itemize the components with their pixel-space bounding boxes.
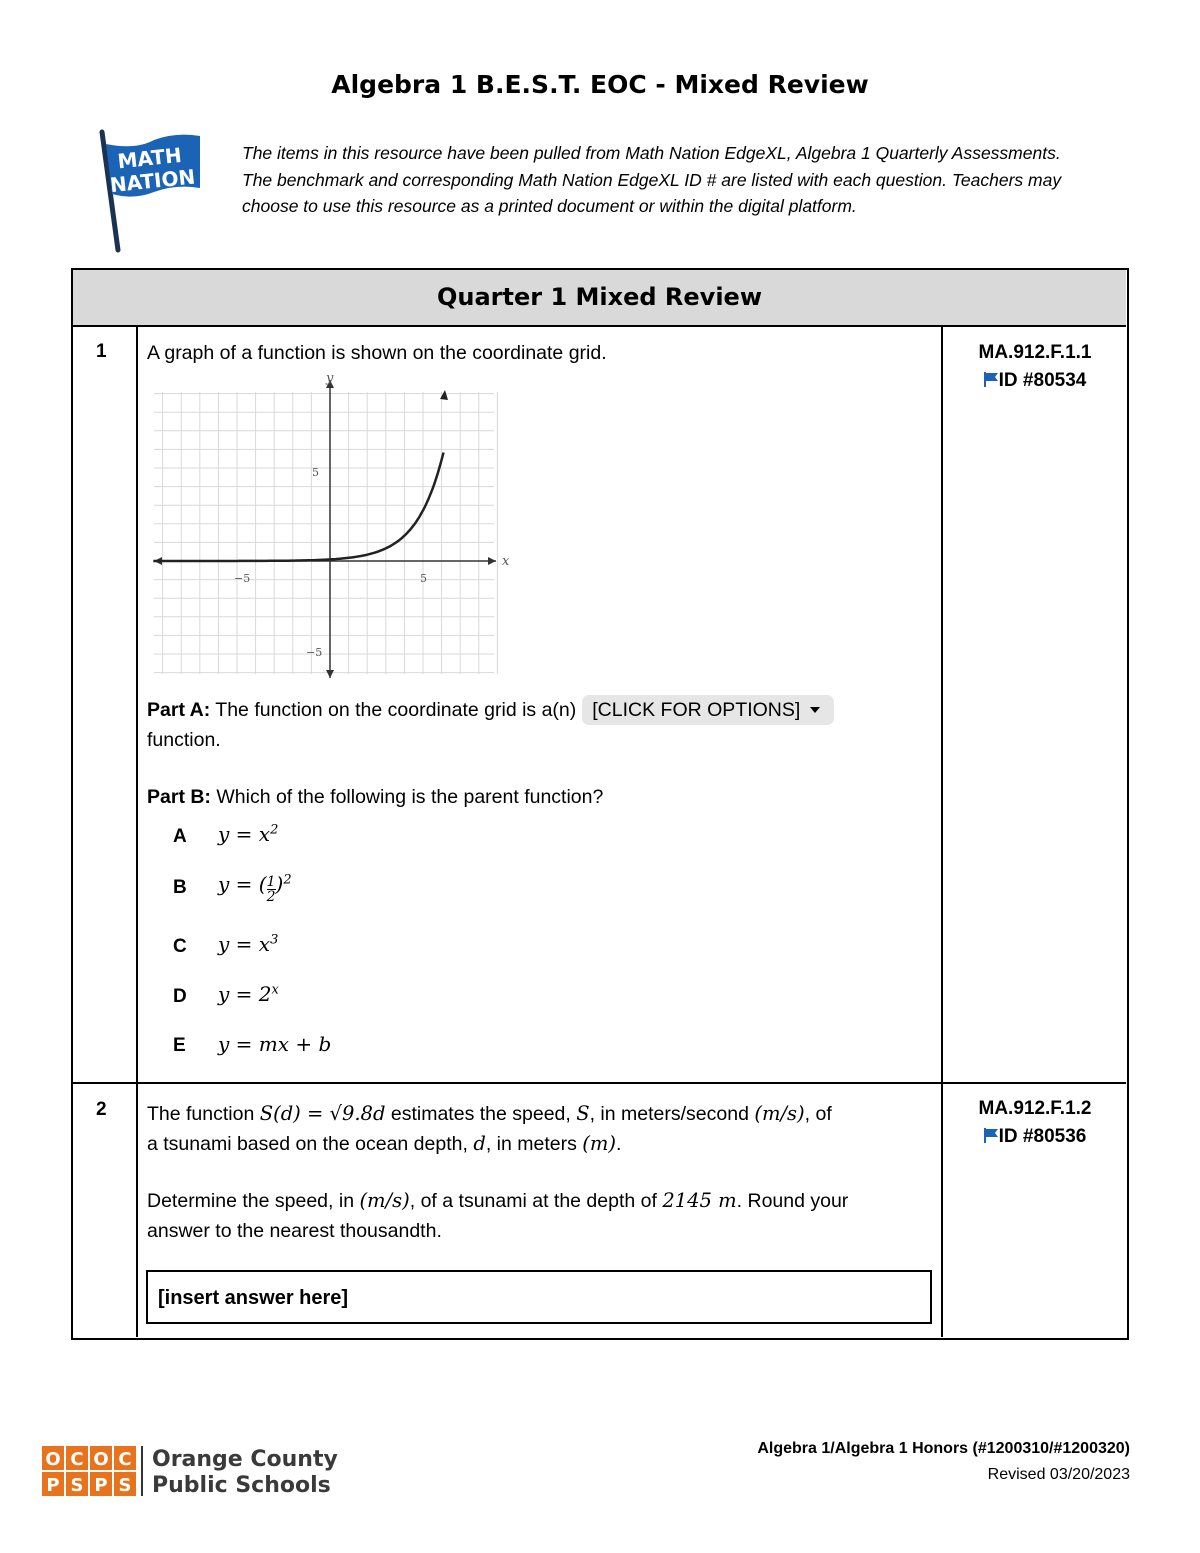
tick-label: 5: [312, 466, 319, 479]
course-label: Algebra 1/Algebra 1 Honors (#1200310/#1200320): [757, 1440, 1130, 1457]
y-axis-label: y: [326, 371, 334, 386]
option-expression: y = mx + b: [218, 1032, 332, 1056]
question-prompt: A graph of a function is shown on the coordinate grid.: [147, 342, 607, 364]
answer-option[interactable]: C: [173, 936, 187, 957]
flag-icon: [984, 372, 998, 387]
ocps-logo: [40, 1444, 340, 1498]
question-number: 2: [96, 1099, 107, 1120]
logo-letter: O: [93, 1449, 109, 1470]
flag-icon: [984, 1128, 998, 1143]
svg-text:NATION: NATION: [108, 164, 197, 198]
logo-letter: P: [46, 1475, 60, 1496]
coordinate-graph: [148, 368, 524, 680]
revised-date: Revised 03/20/2023: [987, 1466, 1130, 1483]
option-expression: y = ( $\frac{1}{2}$ )$^2$: [218, 872, 292, 905]
part-a: Part A: The function on the coordinate grid is a(n) [CLICK FOR OPTIONS] function.: [147, 695, 834, 755]
logo-letter: P: [94, 1475, 108, 1496]
answer-input[interactable]: [insert answer here]: [146, 1270, 932, 1324]
column-divider: [941, 325, 943, 1337]
document-title: Algebra 1 B.E.S.T. EOC - Mixed Review: [331, 70, 869, 99]
column-divider: [136, 325, 138, 1337]
tick-label: −5: [234, 572, 251, 585]
logo-letter: O: [45, 1449, 61, 1470]
benchmark-code: MA.912.F.1.1: [978, 342, 1092, 363]
chevron-down-icon: [810, 707, 820, 713]
part-b: Part B: Which of the following is the parent function?: [147, 786, 604, 808]
benchmark-code: MA.912.F.1.2: [978, 1098, 1092, 1119]
logo-letter: C: [70, 1449, 84, 1470]
answer-option[interactable]: D: [173, 986, 187, 1007]
question-prompt: The function S(d) = √9.8d estimates the speed, S, in meters/second (m/s), of a tsunami based on the ocean depth, d, in meters (m). Determine the speed, in (m/s), of a tsunami at the depth of 2145 m. Round your answer to the nearest thousandth.: [147, 1102, 849, 1242]
benchmark-block: [945, 339, 1125, 395]
logo-letter: S: [70, 1475, 84, 1496]
function-curve: [153, 453, 443, 561]
option-expression: $y = x^3$: [218, 932, 279, 956]
edgexl-id[interactable]: ID #80536: [945, 1123, 1125, 1151]
svg-text:Orange County: Orange County: [152, 1447, 338, 1472]
logo-letter: S: [118, 1475, 132, 1496]
question-number: 1: [96, 341, 107, 362]
table-heading: Quarter 1 Mixed Review: [73, 270, 1126, 327]
benchmark-block: [945, 1095, 1125, 1151]
edgexl-id[interactable]: ID #80534: [945, 367, 1125, 395]
tick-label: 5: [420, 572, 427, 585]
option-expression: $y = x^2$: [218, 822, 279, 846]
footer-info: [757, 1436, 1130, 1488]
tick-label: −5: [306, 646, 323, 659]
svg-text:Public Schools: Public Schools: [152, 1473, 331, 1498]
svg-text:MATH: MATH: [116, 142, 183, 174]
answer-option[interactable]: A: [173, 826, 187, 847]
options-dropdown[interactable]: [CLICK FOR OPTIONS]: [582, 695, 834, 725]
math-nation-logo: [96, 128, 206, 253]
intro-text: The items in this resource have been pulled from Math Nation EdgeXL, Algebra 1 Quarterly Assessments. The benchmark and corresponding Math Nation EdgeXL ID # are listed with each question. Teachers may choose to use this resource as a printed document or within the digital platform.: [242, 143, 1062, 216]
row-divider: [73, 1082, 1126, 1084]
option-expression: $y = 2^x$: [218, 982, 279, 1006]
x-axis-label: x: [502, 554, 510, 569]
logo-letter: C: [118, 1449, 132, 1470]
answer-option[interactable]: B: [173, 877, 187, 898]
answer-option[interactable]: E: [173, 1035, 186, 1056]
